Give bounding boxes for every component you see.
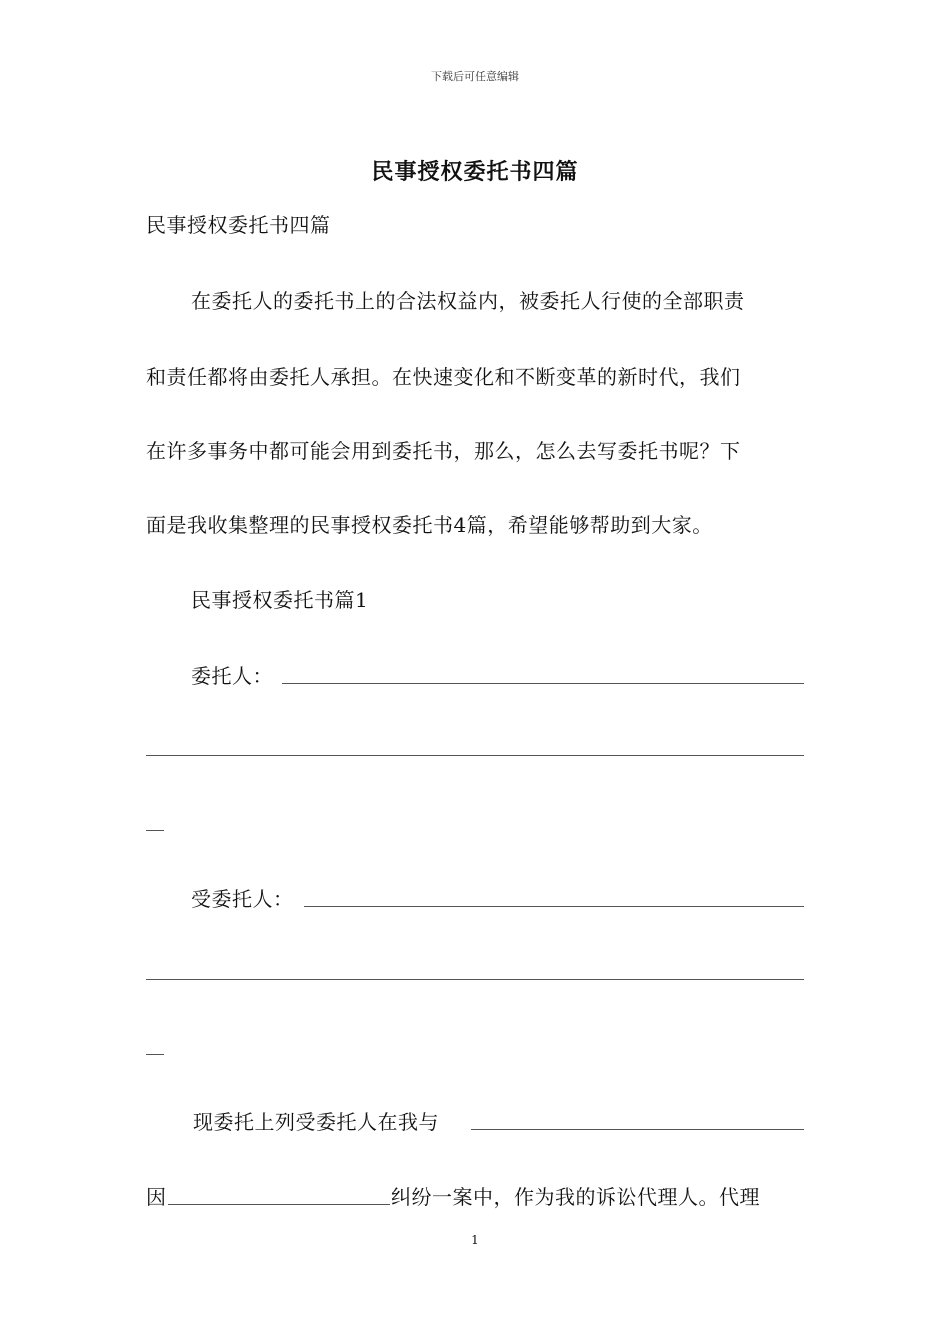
section-heading: 民事授权委托书篇1 (191, 588, 369, 612)
intro-line-2: 和责任都将由委托人承担。在快速变化和不断变革的新时代，我们 (146, 365, 741, 389)
intro-line-1: 在委托人的委托书上的合法权益内，被委托人行使的全部职责 (191, 289, 745, 313)
cause-fill-line (168, 1204, 390, 1205)
page-number: 1 (471, 1233, 479, 1247)
agent-fill-line-3 (146, 1054, 164, 1055)
agent-fill-line-2 (146, 979, 804, 980)
client-label: 委托人： (191, 664, 273, 688)
header-note: 下载后可任意编辑 (431, 70, 519, 83)
document-title: 民事授权委托书四篇 (371, 159, 579, 185)
agent-label: 受委托人： (191, 887, 294, 911)
opponent-fill-line (471, 1129, 804, 1130)
client-fill-line-3 (146, 830, 164, 831)
intro-line-3: 在许多事务中都可能会用到委托书，那么，怎么去写委托书呢？下 (146, 439, 741, 463)
cause-suffix: 纠纷一案中，作为我的诉讼代理人。代理 (391, 1185, 760, 1209)
entrust-line-start: 现委托上列受委托人在我与 (193, 1110, 439, 1134)
intro-line-4: 面是我收集整理的民事授权委托书4篇，希望能够帮助到大家。 (146, 513, 713, 537)
client-fill-line-2 (146, 755, 804, 756)
client-fill-line-1 (282, 683, 804, 684)
document-subtitle: 民事授权委托书四篇 (146, 213, 331, 237)
cause-prefix: 因 (146, 1185, 167, 1209)
agent-fill-line-1 (304, 906, 804, 907)
